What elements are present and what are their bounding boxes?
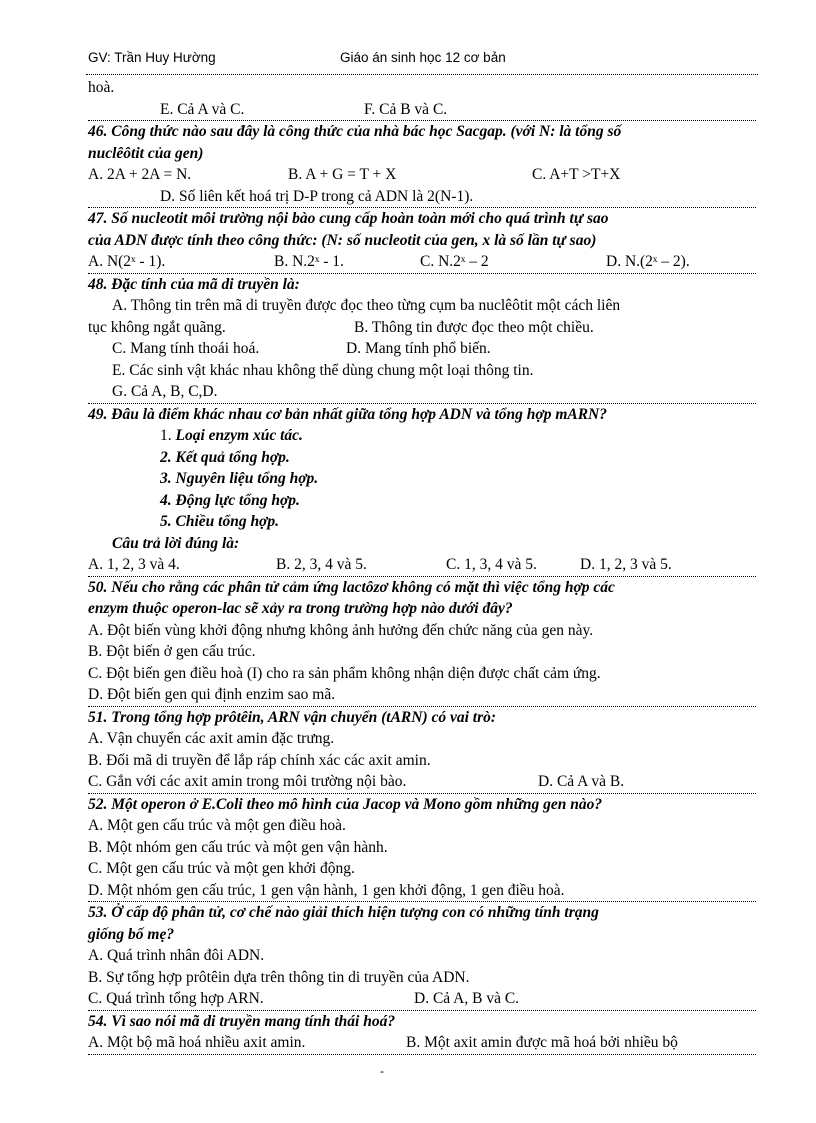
option-b: B. Đột biến ở gen cấu trúc. — [88, 643, 256, 660]
prompt-text: Câu trả lời đúng là: — [112, 534, 240, 552]
answer-line — [88, 338, 756, 360]
answer-line — [88, 295, 756, 317]
item-text: 2. Kết quả tổng hợp. — [160, 448, 290, 466]
answer-line — [88, 186, 756, 208]
question-46: 46. Công thức nào sau đây là công thức của nhà bác học Sacgap. (với N: là tổng số — [88, 120, 756, 143]
answer-line — [88, 381, 756, 403]
page-header — [88, 50, 758, 72]
list-item — [88, 511, 756, 533]
option-d: D. Cả A, B và C. — [414, 990, 520, 1007]
question-53: 53. Ở cấp độ phân tử, cơ chế nào giải thích hiện tượng con có những tính trạng — [88, 901, 756, 924]
option-c: C. N.2ˣ – 2 — [420, 253, 489, 270]
option-d: D. 1, 2, 3 và 5. — [580, 556, 672, 573]
item-text: 4. Động lực tổng hợp. — [160, 491, 300, 509]
option-a: A. Đột biến vùng khởi động nhưng không ảnh hưởng đến chức năng của gen này. — [88, 621, 594, 639]
question-46-cont: nuclêôtit của gen) — [88, 144, 204, 162]
option-d: D. Một nhóm gen cấu trúc, 1 gen vận hành, 1 gen khởi động, 1 gen điều hoà. — [88, 881, 565, 899]
option-b: B. Đối mã di truyền để lắp ráp chính xác các axit amin. — [88, 751, 431, 769]
option-c: C. 1, 3, 4 và 5. — [446, 556, 537, 573]
question-48: 48. Đặc tính của mã di truyền là: — [88, 273, 756, 296]
answer-line — [88, 317, 756, 339]
answer-line — [88, 164, 756, 186]
option-a: A. N(2ˣ - 1). — [88, 253, 166, 270]
option-a: A. Một gen cấu trúc và một gen điều hoà. — [88, 817, 346, 834]
option-d: D. Cả A và B. — [538, 773, 625, 790]
answer-line — [88, 251, 756, 273]
text-line: hoà. — [88, 79, 115, 96]
option-e: E. Các sinh vật khác nhau không thể dùng chung một loại thông tin. — [112, 361, 534, 379]
option-b: B. A + G = T + X — [288, 166, 397, 183]
option-d: D. Đột biến gen qui định enzim sao mã. — [88, 686, 336, 703]
question-52: 52. Một operon ở E.Coli theo mô hình của Jacop và Mono gồm những gen nào? — [88, 793, 756, 816]
option-b: B. N.2ˣ - 1. — [274, 253, 344, 270]
question-49: 49. Đâu là điểm khác nhau cơ bản nhất giữa tổng hợp ADN và tổng hợp mARN? — [88, 403, 756, 426]
answer-line — [88, 99, 756, 121]
header-author: GV: Trần Huy Hường — [88, 50, 216, 65]
option-c: C. Gắn với các axit amin trong môi trường nội bào. — [88, 773, 407, 790]
answer-line — [88, 360, 756, 382]
option-a: A. 1, 2, 3 và 4. — [88, 556, 180, 573]
option-e: E. Cả A và C. — [160, 100, 245, 118]
option-d: D. Số liên kết hoá trị D-P trong cả ADN là 2(N-1). — [160, 187, 474, 205]
option-a-cont: tục không ngắt quãng. — [88, 318, 226, 336]
question-53-cont: giống bố mẹ? — [88, 925, 175, 943]
option-a: A. Quá trình nhân đôi ADN. — [88, 947, 265, 964]
question-47: 47. Số nucleotit môi trường nội bào cung cấp hoàn toàn mới cho quá trình tự sao — [88, 207, 756, 230]
answer-line — [88, 988, 756, 1010]
option-d: D. Mang tính phổ biến. — [346, 340, 491, 357]
option-f: F. Cả B và C. — [364, 100, 448, 118]
option-g: G. Cả A, B, C,D. — [112, 383, 218, 400]
option-b: B. Thông tin được đọc theo một chiều. — [354, 318, 594, 336]
option-a: A. Thông tin trên mã di truyền được đọc theo từng cụm ba nuclêôtit một cách liên — [112, 297, 621, 314]
option-b: B. Sự tổng hợp prôtêin dựa trên thông tin di truyền của ADN. — [88, 968, 470, 986]
question-47-cont: của ADN được tính theo công thức: (N: số nucleotit của gen, x là số lần tự sao) — [88, 231, 597, 249]
answer-prompt — [88, 533, 756, 555]
list-item — [88, 425, 756, 447]
answer-line — [88, 1032, 756, 1055]
option-c: C. Quá trình tổng hợp ARN. — [88, 990, 264, 1007]
question-54: 54. Vì sao nói mã di truyền mang tính thái hoá? — [88, 1010, 756, 1033]
item-text: 3. Nguyên liệu tổng hợp. — [160, 470, 319, 487]
list-item — [88, 490, 756, 512]
option-a: A. Một bộ mã hoá nhiều axit amin. — [88, 1034, 306, 1051]
option-b: B. Một axit amin được mã hoá bởi nhiều bộ — [406, 1034, 678, 1051]
answer-line — [88, 554, 756, 576]
item-number: 1. — [160, 427, 172, 444]
option-a: A. Vận chuyển các axit amin đặc trưng. — [88, 730, 335, 747]
option-d: D. N.(2ˣ – 2). — [606, 253, 690, 270]
answer-line — [88, 771, 756, 793]
option-b: B. 2, 3, 4 và 5. — [276, 556, 367, 573]
item-text: 5. Chiều tổng hợp. — [160, 513, 280, 530]
item-text: Loại enzym xúc tác. — [175, 427, 303, 444]
option-c: C. Mang tính thoái hoá. — [112, 340, 260, 357]
page-footer-mark: - — [380, 1064, 384, 1078]
option-a: A. 2A + 2A = N. — [88, 166, 192, 183]
option-c: C. Một gen cấu trúc và một gen khởi động. — [88, 860, 355, 877]
option-c: C. A+T >T+X — [532, 166, 621, 183]
question-50: 50. Nếu cho rằng các phân tử cảm ứng lactôzơ không có mặt thì việc tổng hợp các — [88, 576, 756, 599]
option-c: C. Đột biến gen điều hoà (I) cho ra sản phẩm không nhận diện được chất cảm ứng. — [88, 664, 601, 682]
option-b: B. Một nhóm gen cấu trúc và một gen vận hành. — [88, 838, 388, 856]
question-50-cont: enzym thuộc operon-lac sẽ xảy ra trong trường hợp nào dưới đây? — [88, 600, 513, 617]
question-51: 51. Trong tổng hợp prôtêin, ARN vận chuyển (tARN) có vai trò: — [88, 706, 756, 729]
header-rule — [86, 74, 758, 75]
header-subject: Giáo án sinh học 12 cơ bản — [340, 50, 506, 65]
list-item — [88, 468, 756, 490]
list-item — [88, 447, 756, 469]
document-body — [88, 77, 756, 1055]
